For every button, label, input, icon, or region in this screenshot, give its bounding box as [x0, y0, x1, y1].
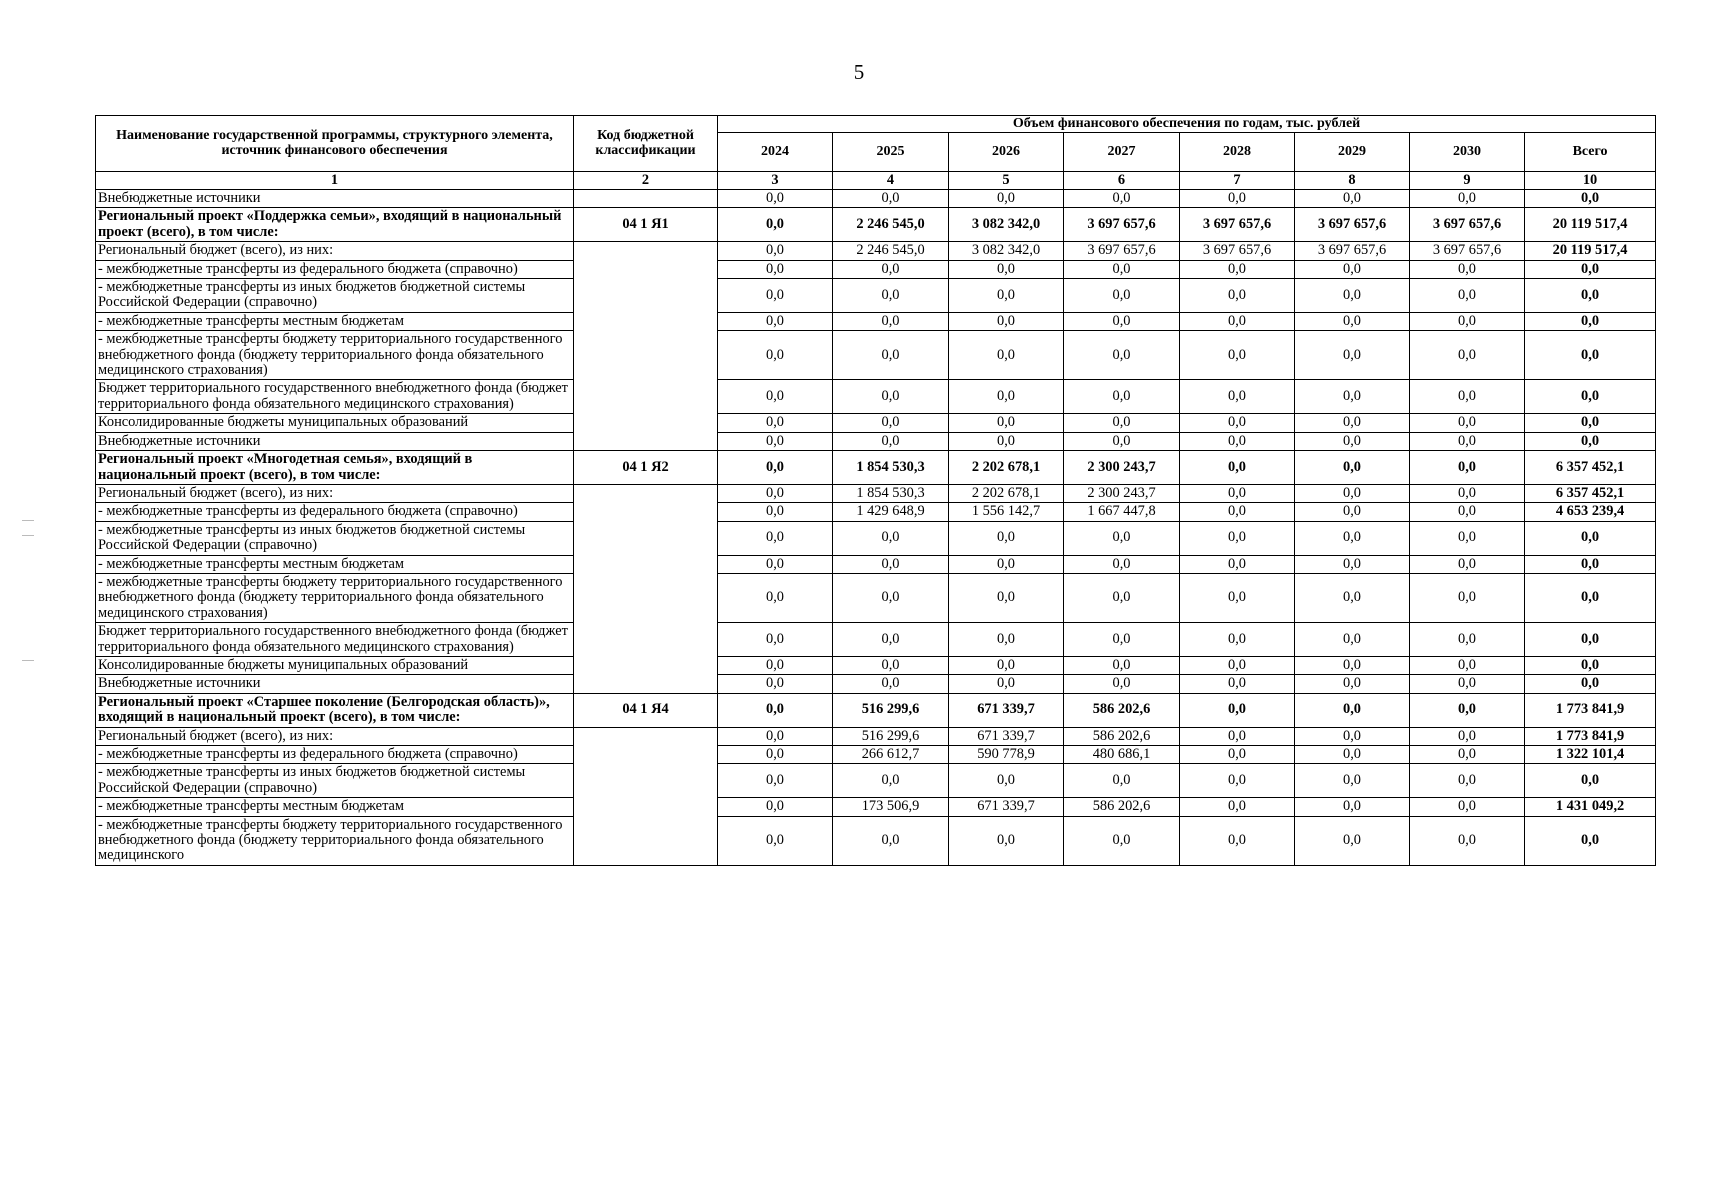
value-cell: 3 697 657,6 [1410, 242, 1525, 260]
page-number: 5 [853, 60, 865, 84]
table-row [96, 432, 1656, 450]
total-cell: 0,0 [1525, 521, 1656, 555]
value-cell: 0,0 [1180, 816, 1295, 865]
value-cell: 0,0 [1295, 484, 1410, 502]
value-cell: 0,0 [833, 190, 949, 208]
value-cell: 0,0 [1064, 331, 1180, 380]
total-cell: 0,0 [1525, 573, 1656, 622]
value-cell: 0,0 [1064, 521, 1180, 555]
column-number: 3 [718, 172, 833, 190]
value-cell: 0,0 [1410, 693, 1525, 727]
value-cell: 0,0 [1064, 312, 1180, 330]
value-cell: 0,0 [949, 555, 1064, 573]
value-cell: 0,0 [949, 573, 1064, 622]
value-cell: 0,0 [1180, 484, 1295, 502]
table-row [96, 727, 1656, 745]
column-number: 1 [96, 172, 574, 190]
value-cell: 1 854 530,3 [833, 451, 949, 485]
total-cell: 0,0 [1525, 816, 1656, 865]
value-cell: 586 202,6 [1064, 693, 1180, 727]
total-cell: 0,0 [1525, 432, 1656, 450]
value-cell: 0,0 [718, 432, 833, 450]
value-cell: 0,0 [1295, 693, 1410, 727]
scan-mark [22, 520, 34, 521]
budget-code: 04 1 Я1 [574, 208, 718, 242]
value-cell: 0,0 [1180, 555, 1295, 573]
value-cell: 0,0 [833, 380, 949, 414]
value-cell: 0,0 [949, 764, 1064, 798]
project-row [96, 451, 1656, 485]
value-cell: 2 202 678,1 [949, 451, 1064, 485]
value-cell: 0,0 [1180, 693, 1295, 727]
value-cell: 266 612,7 [833, 746, 949, 764]
value-cell: 0,0 [1410, 746, 1525, 764]
value-cell: 0,0 [949, 432, 1064, 450]
value-cell: 0,0 [1180, 380, 1295, 414]
header-year: Всего [1525, 133, 1656, 172]
value-cell: 3 697 657,6 [1064, 242, 1180, 260]
row-label: Бюджет территориального государственного внебюджетного фонда (бюджет территориального фонда обязательного медицинского страхования) [96, 623, 574, 657]
value-cell: 0,0 [1295, 656, 1410, 674]
value-cell: 0,0 [1064, 816, 1180, 865]
value-cell: 0,0 [1064, 675, 1180, 693]
value-cell: 0,0 [833, 675, 949, 693]
value-cell: 0,0 [1295, 503, 1410, 521]
table-row [96, 190, 1656, 208]
total-cell: 0,0 [1525, 656, 1656, 674]
value-cell: 0,0 [718, 242, 833, 260]
value-cell: 0,0 [949, 816, 1064, 865]
value-cell: 0,0 [1410, 432, 1525, 450]
value-cell: 1 556 142,7 [949, 503, 1064, 521]
total-cell: 0,0 [1525, 331, 1656, 380]
value-cell: 0,0 [833, 414, 949, 432]
total-cell: 0,0 [1525, 675, 1656, 693]
table-row [96, 816, 1656, 865]
total-cell: 6 357 452,1 [1525, 484, 1656, 502]
row-label: - межбюджетные трансферты из иных бюджетов бюджетной системы Российской Федерации (справочно) [96, 764, 574, 798]
value-cell: 0,0 [1180, 331, 1295, 380]
table-row [96, 675, 1656, 693]
value-cell: 173 506,9 [833, 798, 949, 816]
value-cell: 0,0 [1064, 555, 1180, 573]
value-cell: 0,0 [1295, 555, 1410, 573]
value-cell: 0,0 [949, 623, 1064, 657]
value-cell: 0,0 [833, 573, 949, 622]
value-cell: 0,0 [1064, 414, 1180, 432]
table-row [96, 279, 1656, 313]
value-cell: 0,0 [718, 414, 833, 432]
value-cell: 2 246 545,0 [833, 242, 949, 260]
value-cell: 0,0 [718, 675, 833, 693]
value-cell: 3 082 342,0 [949, 242, 1064, 260]
value-cell: 0,0 [718, 764, 833, 798]
value-cell: 3 697 657,6 [1180, 242, 1295, 260]
value-cell: 0,0 [718, 503, 833, 521]
row-label: - межбюджетные трансферты из федерального бюджета (справочно) [96, 260, 574, 278]
row-label: Консолидированные бюджеты муниципальных образований [96, 414, 574, 432]
column-number: 4 [833, 172, 949, 190]
project-name: Региональный проект «Поддержка семьи», входящий в национальный проект (всего), в том числе: [96, 208, 574, 242]
budget-code: 04 1 Я2 [574, 451, 718, 485]
value-cell: 0,0 [1295, 451, 1410, 485]
total-cell: 0,0 [1525, 623, 1656, 657]
total-cell: 1 773 841,9 [1525, 693, 1656, 727]
row-label: - межбюджетные трансферты из федерального бюджета (справочно) [96, 503, 574, 521]
value-cell: 0,0 [1410, 623, 1525, 657]
value-cell: 0,0 [1410, 279, 1525, 313]
value-cell: 0,0 [718, 623, 833, 657]
value-cell: 0,0 [833, 816, 949, 865]
header-name: Наименование государственной программы, структурного элемента, источник финансового обеспечения [96, 116, 574, 172]
total-cell: 0,0 [1525, 414, 1656, 432]
value-cell: 0,0 [1180, 746, 1295, 764]
table-row [96, 623, 1656, 657]
project-name: Региональный проект «Старшее поколение (Белгородская область)», входящий в национальный проект (всего), в том числе: [96, 693, 574, 727]
total-cell: 6 357 452,1 [1525, 451, 1656, 485]
value-cell: 1 429 648,9 [833, 503, 949, 521]
value-cell: 2 202 678,1 [949, 484, 1064, 502]
header-year: 2025 [833, 133, 949, 172]
row-label: - межбюджетные трансферты бюджету территориального государственного внебюджетного фонда (бюджету территориального фонда обязательного медицинского [96, 816, 574, 865]
total-cell: 4 653 239,4 [1525, 503, 1656, 521]
value-cell: 3 697 657,6 [1180, 208, 1295, 242]
value-cell: 0,0 [949, 380, 1064, 414]
value-cell: 0,0 [1295, 798, 1410, 816]
value-cell: 0,0 [718, 746, 833, 764]
row-label: - межбюджетные трансферты бюджету территориального государственного внебюджетного фонда (бюджету территориального фонда обязательного медицинского страхования) [96, 573, 574, 622]
value-cell: 0,0 [1295, 521, 1410, 555]
value-cell: 0,0 [718, 312, 833, 330]
table-row [96, 242, 1656, 260]
scan-mark [22, 535, 34, 536]
total-cell: 1 322 101,4 [1525, 746, 1656, 764]
value-cell: 0,0 [718, 380, 833, 414]
row-label: - межбюджетные трансферты из федерального бюджета (справочно) [96, 746, 574, 764]
value-cell: 0,0 [833, 312, 949, 330]
value-cell: 0,0 [1064, 380, 1180, 414]
value-cell: 516 299,6 [833, 727, 949, 745]
value-cell: 2 246 545,0 [833, 208, 949, 242]
value-cell: 0,0 [1180, 656, 1295, 674]
value-cell: 0,0 [1180, 451, 1295, 485]
value-cell: 0,0 [1410, 555, 1525, 573]
value-cell: 0,0 [1410, 573, 1525, 622]
value-cell: 0,0 [1064, 656, 1180, 674]
value-cell: 0,0 [949, 331, 1064, 380]
value-cell: 0,0 [1295, 432, 1410, 450]
value-cell: 0,0 [949, 279, 1064, 313]
value-cell: 0,0 [833, 623, 949, 657]
value-cell: 0,0 [1410, 675, 1525, 693]
value-cell: 0,0 [1295, 414, 1410, 432]
row-label: Внебюджетные источники [96, 190, 574, 208]
value-cell: 671 339,7 [949, 798, 1064, 816]
value-cell: 0,0 [1180, 312, 1295, 330]
value-cell: 0,0 [718, 573, 833, 622]
value-cell: 0,0 [1180, 764, 1295, 798]
row-label: - межбюджетные трансферты местным бюджетам [96, 312, 574, 330]
value-cell: 0,0 [718, 798, 833, 816]
value-cell: 0,0 [1410, 798, 1525, 816]
value-cell: 0,0 [718, 816, 833, 865]
row-label: Бюджет территориального государственного внебюджетного фонда (бюджет территориального фонда обязательного медицинского страхования) [96, 380, 574, 414]
value-cell: 0,0 [1410, 764, 1525, 798]
value-cell: 0,0 [1410, 484, 1525, 502]
row-label: Региональный бюджет (всего), из них: [96, 727, 574, 745]
table-row [96, 260, 1656, 278]
value-cell: 586 202,6 [1064, 727, 1180, 745]
header-volume: Объем финансового обеспечения по годам, тыс. рублей [718, 116, 1656, 133]
value-cell: 0,0 [1410, 521, 1525, 555]
column-number: 8 [1295, 172, 1410, 190]
project-name: Региональный проект «Многодетная семья», входящий в национальный проект (всего), в том числе: [96, 451, 574, 485]
value-cell: 0,0 [718, 190, 833, 208]
value-cell: 1 854 530,3 [833, 484, 949, 502]
value-cell: 0,0 [1180, 623, 1295, 657]
value-cell: 3 082 342,0 [949, 208, 1064, 242]
value-cell: 0,0 [949, 521, 1064, 555]
row-label: Региональный бюджет (всего), из них: [96, 484, 574, 502]
value-cell: 0,0 [949, 260, 1064, 278]
total-cell: 20 119 517,4 [1525, 208, 1656, 242]
value-cell: 3 697 657,6 [1410, 208, 1525, 242]
value-cell: 0,0 [1410, 727, 1525, 745]
value-cell: 0,0 [718, 451, 833, 485]
project-row [96, 208, 1656, 242]
column-number: 6 [1064, 172, 1180, 190]
value-cell: 0,0 [718, 331, 833, 380]
value-cell: 0,0 [1410, 451, 1525, 485]
column-number: 10 [1525, 172, 1656, 190]
value-cell: 0,0 [949, 312, 1064, 330]
value-cell: 0,0 [1064, 764, 1180, 798]
header-year: 2029 [1295, 133, 1410, 172]
value-cell: 0,0 [1180, 521, 1295, 555]
column-number-row [96, 172, 1656, 190]
value-cell: 0,0 [718, 484, 833, 502]
value-cell: 0,0 [833, 764, 949, 798]
value-cell: 0,0 [1295, 331, 1410, 380]
value-cell: 0,0 [833, 555, 949, 573]
row-label: Региональный бюджет (всего), из них: [96, 242, 574, 260]
table-row [96, 331, 1656, 380]
table-row [96, 656, 1656, 674]
table-row [96, 555, 1656, 573]
value-cell: 0,0 [1064, 432, 1180, 450]
table-row [96, 764, 1656, 798]
value-cell: 0,0 [1295, 675, 1410, 693]
value-cell: 0,0 [1295, 312, 1410, 330]
value-cell: 0,0 [1180, 675, 1295, 693]
value-cell: 0,0 [1410, 503, 1525, 521]
value-cell: 0,0 [1180, 798, 1295, 816]
value-cell: 516 299,6 [833, 693, 949, 727]
header-year: 2030 [1410, 133, 1525, 172]
value-cell: 0,0 [1295, 190, 1410, 208]
value-cell: 0,0 [833, 432, 949, 450]
value-cell: 0,0 [1295, 380, 1410, 414]
value-cell: 3 697 657,6 [1295, 208, 1410, 242]
total-cell: 0,0 [1525, 764, 1656, 798]
value-cell: 0,0 [1295, 727, 1410, 745]
header-year: 2024 [718, 133, 833, 172]
value-cell: 0,0 [1295, 764, 1410, 798]
total-cell: 0,0 [1525, 380, 1656, 414]
value-cell: 0,0 [1410, 190, 1525, 208]
project-row [96, 693, 1656, 727]
header-year: 2026 [949, 133, 1064, 172]
financing-table [95, 115, 1656, 866]
total-cell: 1 431 049,2 [1525, 798, 1656, 816]
value-cell: 0,0 [718, 656, 833, 674]
table-row [96, 380, 1656, 414]
value-cell: 0,0 [1180, 503, 1295, 521]
value-cell: 0,0 [833, 260, 949, 278]
table-row [96, 798, 1656, 816]
code-cell-empty [574, 190, 718, 208]
total-cell: 20 119 517,4 [1525, 242, 1656, 260]
value-cell: 0,0 [1180, 727, 1295, 745]
row-label: - межбюджетные трансферты местным бюджетам [96, 798, 574, 816]
value-cell: 0,0 [1064, 573, 1180, 622]
value-cell: 0,0 [1410, 312, 1525, 330]
value-cell: 0,0 [718, 521, 833, 555]
value-cell: 0,0 [1410, 656, 1525, 674]
header-code: Код бюджетной классификации [574, 116, 718, 172]
row-label: - межбюджетные трансферты из иных бюджетов бюджетной системы Российской Федерации (справочно) [96, 521, 574, 555]
value-cell: 0,0 [1410, 331, 1525, 380]
scan-mark [22, 660, 34, 661]
value-cell: 0,0 [833, 656, 949, 674]
value-cell: 0,0 [1410, 260, 1525, 278]
code-cell-empty [574, 727, 718, 865]
value-cell: 590 778,9 [949, 746, 1064, 764]
value-cell: 0,0 [1180, 190, 1295, 208]
row-label: Внебюджетные источники [96, 432, 574, 450]
value-cell: 480 686,1 [1064, 746, 1180, 764]
value-cell: 0,0 [1180, 414, 1295, 432]
total-cell: 0,0 [1525, 190, 1656, 208]
value-cell: 0,0 [949, 656, 1064, 674]
value-cell: 0,0 [1295, 573, 1410, 622]
value-cell: 3 697 657,6 [1295, 242, 1410, 260]
value-cell: 671 339,7 [949, 727, 1064, 745]
table-row [96, 573, 1656, 622]
total-cell: 0,0 [1525, 555, 1656, 573]
value-cell: 0,0 [1064, 279, 1180, 313]
row-label: Внебюджетные источники [96, 675, 574, 693]
value-cell: 0,0 [1410, 414, 1525, 432]
total-cell: 0,0 [1525, 279, 1656, 313]
column-number: 9 [1410, 172, 1525, 190]
code-cell-empty [574, 242, 718, 451]
table-row [96, 414, 1656, 432]
value-cell: 0,0 [833, 521, 949, 555]
value-cell: 0,0 [1180, 573, 1295, 622]
table-row [96, 484, 1656, 502]
value-cell: 1 667 447,8 [1064, 503, 1180, 521]
value-cell: 0,0 [718, 693, 833, 727]
total-cell: 0,0 [1525, 260, 1656, 278]
value-cell: 586 202,6 [1064, 798, 1180, 816]
table-row [96, 312, 1656, 330]
value-cell: 2 300 243,7 [1064, 484, 1180, 502]
value-cell: 0,0 [1410, 380, 1525, 414]
value-cell: 3 697 657,6 [1064, 208, 1180, 242]
value-cell: 0,0 [1064, 260, 1180, 278]
value-cell: 0,0 [718, 555, 833, 573]
header-year: 2028 [1180, 133, 1295, 172]
value-cell: 0,0 [1295, 746, 1410, 764]
value-cell: 0,0 [718, 727, 833, 745]
row-label: - межбюджетные трансферты из иных бюджетов бюджетной системы Российской Федерации (справочно) [96, 279, 574, 313]
column-number: 2 [574, 172, 718, 190]
total-cell: 1 773 841,9 [1525, 727, 1656, 745]
value-cell: 0,0 [1180, 432, 1295, 450]
budget-code: 04 1 Я4 [574, 693, 718, 727]
row-label: - межбюджетные трансферты бюджету территориального государственного внебюджетного фонда (бюджету территориального фонда обязательного медицинского страхования) [96, 331, 574, 380]
value-cell: 0,0 [718, 208, 833, 242]
value-cell: 0,0 [833, 279, 949, 313]
code-cell-empty [574, 484, 718, 693]
header-year: 2027 [1064, 133, 1180, 172]
total-cell: 0,0 [1525, 312, 1656, 330]
table-row [96, 503, 1656, 521]
value-cell: 0,0 [1180, 279, 1295, 313]
value-cell: 0,0 [1295, 816, 1410, 865]
table-row [96, 746, 1656, 764]
value-cell: 0,0 [718, 260, 833, 278]
column-number: 7 [1180, 172, 1295, 190]
row-label: - межбюджетные трансферты местным бюджетам [96, 555, 574, 573]
value-cell: 0,0 [1064, 190, 1180, 208]
table-row [96, 521, 1656, 555]
value-cell: 671 339,7 [949, 693, 1064, 727]
value-cell: 0,0 [1180, 260, 1295, 278]
value-cell: 0,0 [1295, 279, 1410, 313]
value-cell: 0,0 [1410, 816, 1525, 865]
value-cell: 0,0 [949, 675, 1064, 693]
value-cell: 0,0 [718, 279, 833, 313]
value-cell: 0,0 [1295, 260, 1410, 278]
value-cell: 2 300 243,7 [1064, 451, 1180, 485]
value-cell: 0,0 [1064, 623, 1180, 657]
row-label: Консолидированные бюджеты муниципальных образований [96, 656, 574, 674]
value-cell: 0,0 [949, 414, 1064, 432]
value-cell: 0,0 [1295, 623, 1410, 657]
column-number: 5 [949, 172, 1064, 190]
value-cell: 0,0 [833, 331, 949, 380]
value-cell: 0,0 [949, 190, 1064, 208]
